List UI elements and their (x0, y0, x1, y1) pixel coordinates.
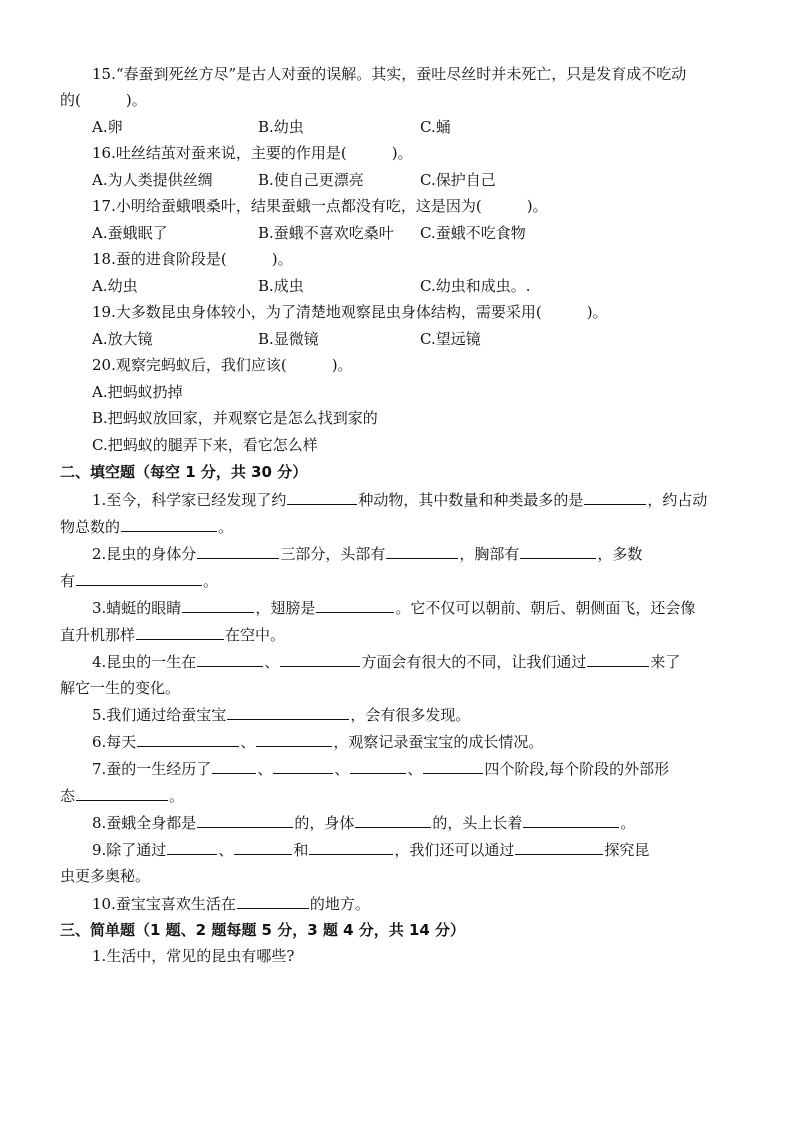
text: 物总数的 (60, 518, 121, 536)
text: 。 (203, 572, 219, 590)
blank[interactable] (316, 597, 394, 613)
blank[interactable] (587, 651, 649, 667)
blank[interactable] (423, 758, 483, 774)
fill-7-line2 (60, 785, 184, 806)
text: 、 (218, 841, 234, 859)
fill-5 (92, 704, 470, 725)
text: 5.我们通过给蚕宝宝 (92, 706, 227, 724)
question-17-stem: 17.小明给蚕蛾喂桑叶，结果蚕蛾一点都没有吃，这是因为( )。 (92, 197, 548, 215)
option-b[interactable]: B.蚕蛾不喜欢吃桑叶 (258, 224, 394, 242)
blank[interactable] (121, 516, 217, 532)
fill-1-line2 (60, 516, 233, 537)
text: 。它不仅可以朝前、朝后、朝侧面飞，还会像 (395, 599, 696, 617)
text: 种动物，其中数量和种类最多的是 (358, 491, 584, 509)
fill-2-line1 (92, 543, 642, 564)
option-c[interactable]: C.把蚂蚁的腿弄下来，看它怎么样 (92, 436, 318, 454)
blank[interactable] (234, 839, 292, 855)
question-16-stem: 16.吐丝结茧对蚕来说，主要的作用是( )。 (92, 144, 413, 162)
text: 3.蜻蜓的眼睛 (92, 599, 182, 617)
text: 有 (60, 572, 76, 590)
text: 在空中。 (225, 626, 286, 644)
blank[interactable] (584, 489, 646, 505)
text: 的，身体 (294, 814, 355, 832)
text: 。 (169, 787, 185, 805)
text: 9.除了通过 (92, 841, 167, 859)
option-a[interactable]: A.卵 (92, 118, 123, 136)
blank[interactable] (287, 489, 357, 505)
blank[interactable] (137, 731, 239, 747)
blank[interactable] (212, 758, 256, 774)
text: 来了 (650, 653, 681, 671)
option-a[interactable]: A.放大镜 (92, 330, 153, 348)
blank[interactable] (167, 839, 217, 855)
text: 7.蚕的一生经历了 (92, 760, 212, 778)
fill-8 (92, 812, 635, 833)
blank[interactable] (227, 704, 349, 720)
text: 6.每天 (92, 733, 137, 751)
blank[interactable] (256, 731, 332, 747)
question-19-stem: 19.大多数昆虫身体较小，为了清楚地观察昆虫身体结构，需要采用( )。 (92, 303, 608, 321)
text: ，会有很多发现。 (350, 706, 471, 724)
text: 方面会有很大的不同，让我们通过 (361, 653, 587, 671)
blank[interactable] (136, 624, 224, 640)
option-a[interactable]: A.把蚂蚁扔掉 (92, 383, 183, 401)
text: 、 (257, 760, 273, 778)
answer-area[interactable] (60, 975, 740, 1105)
text: 4.昆虫的一生在 (92, 653, 197, 671)
question-15-line1: 15.“春蚕到死丝方尽”是古人对蚕的误解。其实，蚕吐尽丝时并未死亡，只是发育成不吃动 (92, 65, 687, 83)
text: 2.昆虫的身体分 (92, 545, 197, 563)
fill-10 (92, 893, 370, 914)
fill-9-line1 (92, 839, 649, 860)
option-b[interactable]: B.把蚂蚁放回家，并观察它是怎么找到家的 (92, 409, 378, 427)
text: 、 (264, 653, 280, 671)
option-c[interactable]: C.保护自己 (420, 171, 496, 189)
blank[interactable] (197, 543, 279, 559)
text: 8.蚕蛾全身都是 (92, 814, 197, 832)
option-b[interactable]: B.使自己更漂亮 (258, 171, 364, 189)
question-18-stem: 18.蚕的进食阶段是( )。 (92, 250, 293, 268)
section-3-title: 三、简单题（1 题、2 题每题 5 分，3 题 4 分，共 14 分） (60, 921, 466, 939)
option-a[interactable]: A.为人类提供丝绸 (92, 171, 213, 189)
question-15-line2: 的( )。 (60, 91, 147, 109)
section-2-title: 二、填空题（每空 1 分，共 30 分） (60, 463, 308, 481)
text: ，约占动 (647, 491, 708, 509)
text: 和 (293, 841, 309, 859)
option-b[interactable]: B.成虫 (258, 277, 304, 295)
text: 、 (407, 760, 423, 778)
text: 、 (240, 733, 256, 751)
text: 的，头上长着 (432, 814, 523, 832)
fill-3-line2 (60, 624, 285, 645)
text: 的地方。 (309, 895, 370, 913)
text: 态 (60, 787, 76, 805)
option-c[interactable]: C.蚕蛾不吃食物 (420, 224, 526, 242)
fill-6 (92, 731, 543, 752)
fill-4-line2: 解它一生的变化。 (60, 679, 181, 697)
fill-7-line1 (92, 758, 669, 779)
option-a[interactable]: A.蚕蛾眠了 (92, 224, 168, 242)
blank[interactable] (355, 812, 431, 828)
text: ，翅膀是 (255, 599, 316, 617)
option-b[interactable]: B.幼虫 (258, 118, 304, 136)
fill-1-line1 (92, 489, 707, 510)
blank[interactable] (309, 839, 393, 855)
blank[interactable] (273, 758, 333, 774)
text: 三部分，头部有 (280, 545, 386, 563)
text: ，观察记录蚕宝宝的成长情况。 (333, 733, 544, 751)
text: 。 (620, 814, 636, 832)
option-a[interactable]: A.幼虫 (92, 277, 138, 295)
option-c[interactable]: C.望远镜 (420, 330, 481, 348)
blank[interactable] (523, 812, 619, 828)
blank[interactable] (76, 570, 202, 586)
text: ，胸部有 (459, 545, 520, 563)
text: 、 (334, 760, 350, 778)
option-b[interactable]: B.显微镜 (258, 330, 319, 348)
blank[interactable] (237, 893, 309, 909)
blank[interactable] (386, 543, 458, 559)
text: 10.蚕宝宝喜欢生活在 (92, 895, 236, 913)
text: 探究昆 (604, 841, 650, 859)
blank[interactable] (182, 597, 254, 613)
blank[interactable] (515, 839, 603, 855)
text: 四个阶段,每个阶段的外部形 (484, 760, 670, 778)
short-answer-1: 1.生活中，常见的昆虫有哪些? (92, 947, 295, 965)
option-c[interactable]: C.幼虫和成虫。. (420, 277, 531, 295)
fill-9-line2: 虫更多奥秘。 (60, 867, 151, 885)
fill-4-line1 (92, 651, 680, 672)
fill-2-line2 (60, 570, 218, 591)
text: ，多数 (597, 545, 643, 563)
blank[interactable] (197, 812, 293, 828)
blank[interactable] (76, 785, 168, 801)
text: 1.至今，科学家已经发现了约 (92, 491, 287, 509)
text: 。 (218, 518, 234, 536)
question-20-stem: 20.观察完蚂蚁后，我们应该( )。 (92, 356, 353, 374)
text: 直升机那样 (60, 626, 136, 644)
text: ，我们还可以通过 (394, 841, 515, 859)
option-c[interactable]: C.蛹 (420, 118, 451, 136)
blank[interactable] (280, 651, 360, 667)
blank[interactable] (520, 543, 596, 559)
blank[interactable] (197, 651, 263, 667)
blank[interactable] (350, 758, 406, 774)
fill-3-line1 (92, 597, 695, 618)
